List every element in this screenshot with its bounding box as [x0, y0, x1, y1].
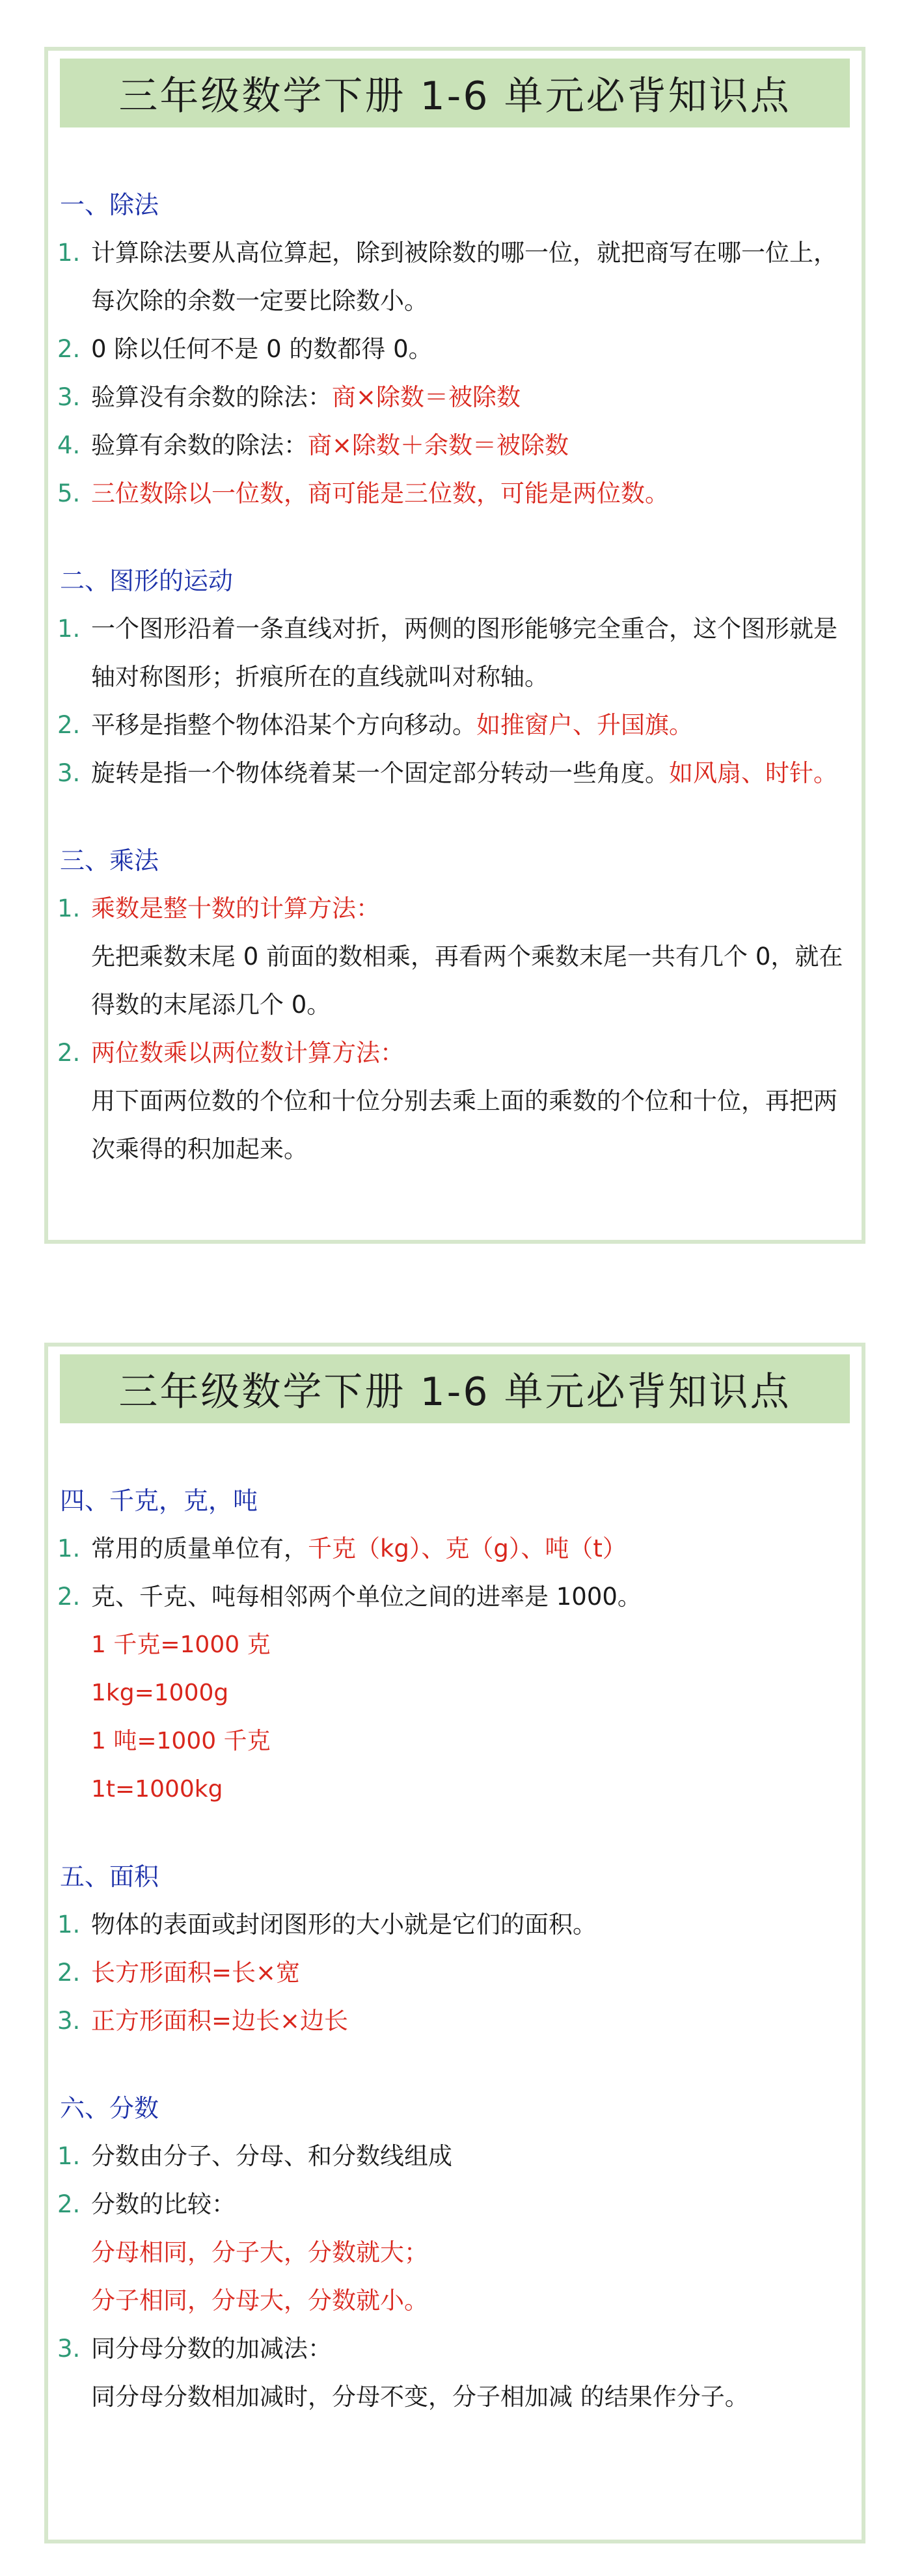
- card-title-banner: 三年级数学下册 1-6 单元必背知识点: [60, 1354, 850, 1423]
- item-number: 3.: [57, 759, 81, 787]
- list-item: [48, 1949, 862, 1997]
- card-content: [48, 1477, 862, 2460]
- list-item: [48, 2325, 862, 2373]
- item-number: 1.: [57, 894, 81, 922]
- list-item: [48, 885, 862, 933]
- item-number: 1.: [57, 615, 81, 643]
- item-detail: 用下面两位数的个位和十位分别去乘上面的乘数的个位和十位，再把两次乘得的积加起来。: [91, 1087, 837, 1163]
- section-division: [48, 181, 862, 518]
- knowledge-card-2: [44, 1343, 865, 2543]
- item-text: 常用的质量单位有，: [91, 1535, 308, 1563]
- item-text: 验算没有余数的除法：: [91, 383, 332, 411]
- item-text: 计算除法要从高位算起，除到被除数的哪一位，就把商写在哪一位上，每次除的余数一定要比除数小。: [91, 239, 837, 315]
- conversion-line: 1t=1000kg: [91, 1776, 223, 1803]
- section-title: 二、图形的运动: [60, 567, 234, 595]
- item-number: 2.: [57, 335, 81, 363]
- item-text: 分数由分子、分母、和分数线组成: [91, 2142, 452, 2170]
- item-number: 3.: [57, 383, 81, 411]
- item-highlight: 正方形面积=边长×边长: [91, 2007, 349, 2035]
- section-title: 一、除法: [60, 191, 159, 219]
- item-highlight: 商×除数＝被除数: [332, 383, 521, 411]
- list-item: [48, 229, 862, 325]
- conversion-line: 1kg=1000g: [91, 1680, 229, 1706]
- item-number: 1.: [57, 1535, 81, 1563]
- list-item: [48, 605, 862, 701]
- section-title: 六、分数: [60, 2094, 159, 2123]
- item-highlight: 如推窗户、升国旗。: [476, 711, 693, 739]
- list-item: [48, 470, 862, 518]
- list-item: [48, 1573, 862, 1621]
- knowledge-card-1: [44, 47, 865, 1244]
- item-highlight: 商×除数＋余数＝被除数: [308, 431, 569, 459]
- section-mass-units: [48, 1477, 862, 1814]
- section-multiplication: [48, 837, 862, 1174]
- item-highlight: 两位数乘以两位数计算方法：: [91, 1039, 404, 1067]
- item-number: 2.: [57, 2190, 81, 2218]
- section-title: 三、乘法: [60, 846, 159, 875]
- item-text: 旋转是指一个物体绕着某一个固定部分转动一些角度。: [91, 759, 669, 787]
- item-number: 4.: [57, 431, 81, 459]
- list-item: [48, 1997, 862, 2045]
- section-shape-motion: [48, 557, 862, 798]
- section-fractions: [48, 2084, 862, 2421]
- item-text: 一个图形沿着一条直线对折，两侧的图形能够完全重合，这个图形就是轴对称图形；折痕所在的直线就叫对称轴。: [91, 615, 837, 691]
- list-item: [48, 1029, 862, 1077]
- compare-rule: 分子相同，分母大，分数就小。: [91, 2287, 428, 2314]
- conversion-line: 1 吨=1000 千克: [91, 1728, 271, 1754]
- item-number: 1.: [57, 2142, 81, 2170]
- list-item: [48, 2132, 862, 2180]
- item-text: 验算有余数的除法：: [91, 431, 308, 459]
- compare-rule: 分母相同，分子大，分数就大；: [91, 2238, 428, 2266]
- item-number: 5.: [57, 479, 81, 507]
- list-item: [48, 1901, 862, 1949]
- list-item: [48, 1525, 862, 1573]
- item-text: 克、千克、吨每相邻两个单位之间的进率是 1000。: [91, 1583, 642, 1611]
- item-number: 2.: [57, 1959, 81, 1987]
- card-content: [48, 181, 862, 1213]
- item-text: 平移是指整个物体沿某个方向移动。: [91, 711, 476, 739]
- item-text: 0 除以任何不是 0 的数都得 0。: [91, 335, 433, 363]
- item-highlight: 如风扇、时针。: [669, 759, 837, 787]
- item-number: 1.: [57, 239, 81, 267]
- list-item: [48, 422, 862, 470]
- item-number: 2.: [57, 1583, 81, 1611]
- item-highlight: 乘数是整十数的计算方法：: [91, 894, 380, 922]
- item-highlight: 千克（kg）、克（g）、吨（t）: [308, 1535, 627, 1563]
- list-item: [48, 2180, 862, 2229]
- list-item: [48, 325, 862, 373]
- item-text: 分数的比较：: [91, 2190, 236, 2218]
- section-title: 四、千克，克，吨: [60, 1486, 258, 1515]
- item-detail: 同分母分数相加减时，分母不变，分子相加减 的结果作分子。: [91, 2383, 749, 2411]
- item-highlight: 长方形面积=长×宽: [91, 1959, 301, 1987]
- card-title-banner: 三年级数学下册 1-6 单元必背知识点: [60, 59, 850, 127]
- list-item: [48, 701, 862, 749]
- item-number: 3.: [57, 2007, 81, 2035]
- item-highlight: 三位数除以一位数，商可能是三位数，可能是两位数。: [91, 479, 669, 507]
- conversion-line: 1 千克=1000 克: [91, 1631, 271, 1658]
- list-item: [48, 373, 862, 422]
- list-item: [48, 749, 862, 798]
- item-text: 同分母分数的加减法：: [91, 2335, 332, 2363]
- item-text: 物体的表面或封闭图形的大小就是它们的面积。: [91, 1911, 597, 1939]
- section-title: 五、面积: [60, 1862, 159, 1891]
- item-detail: 先把乘数末尾 0 前面的数相乘，再看两个乘数末尾一共有几个 0，就在得数的末尾添几个 0。: [91, 943, 843, 1019]
- item-number: 2.: [57, 711, 81, 739]
- item-number: 2.: [57, 1039, 81, 1067]
- section-area: [48, 1853, 862, 2045]
- item-number: 3.: [57, 2335, 81, 2363]
- item-number: 1.: [57, 1911, 81, 1939]
